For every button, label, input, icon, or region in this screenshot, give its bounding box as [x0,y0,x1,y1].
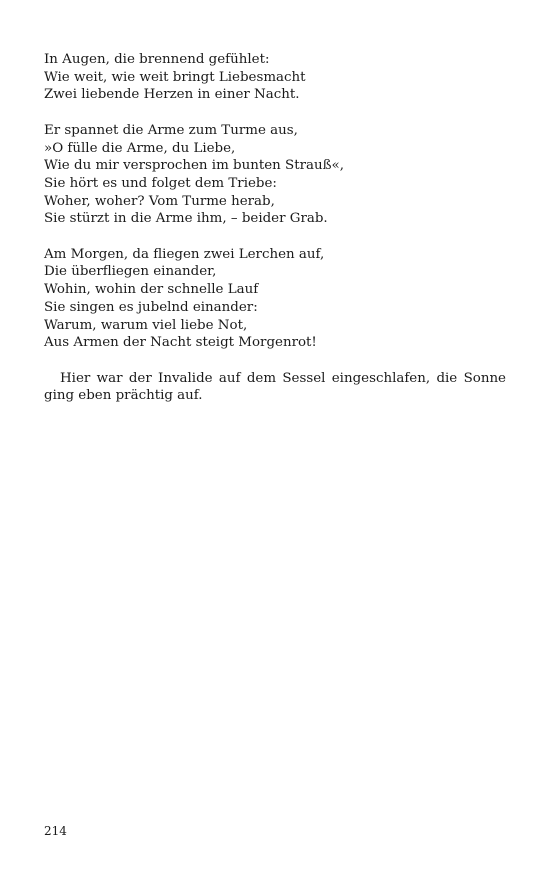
poem-line: Zwei liebende Herzen in einer Nacht. [44,87,300,103]
poem-line: Sie stürzt in die Arme ihm, – beider Grab. [44,211,328,227]
poem-line: »O fülle die Arme, du Liebe, [44,140,236,156]
poem-line: Warum, warum viel liebe Not, [44,317,248,333]
poem-stanza [44,122,506,228]
prose-paragraph: Hier war der Invalide auf dem Sessel eingeschlafen, die Sonne ging eben prächtig auf. [44,370,506,404]
poem-line: Sie hört es und folget dem Triebe: [44,175,277,191]
poem-stanza [44,246,506,352]
poem-line: Aus Armen der Nacht steigt Morgenrot! [44,335,317,351]
poem-line: In Augen, die brennend gefühlet: [44,52,270,67]
page-text [44,51,506,405]
poem-line: Wohin, wohin der schnelle Lauf [44,282,259,298]
poem-line: Wie weit, wie weit bringt Liebesmacht [44,69,306,85]
poem-line: Woher, woher? Vom Turme herab, [44,193,275,209]
poem-line: Die überfliegen einander, [44,264,217,280]
poem-line: Am Morgen, da fliegen zwei Lerchen auf, [44,246,325,262]
poem-stanza [44,51,506,104]
poem-line: Er spannet die Arme zum Turme aus, [44,122,298,138]
poem-line: Wie du mir versprochen im bunten Strauß«, [44,158,345,174]
page-number: 214 [44,824,67,838]
poem-line: Sie singen es jubelnd einander: [44,299,258,315]
